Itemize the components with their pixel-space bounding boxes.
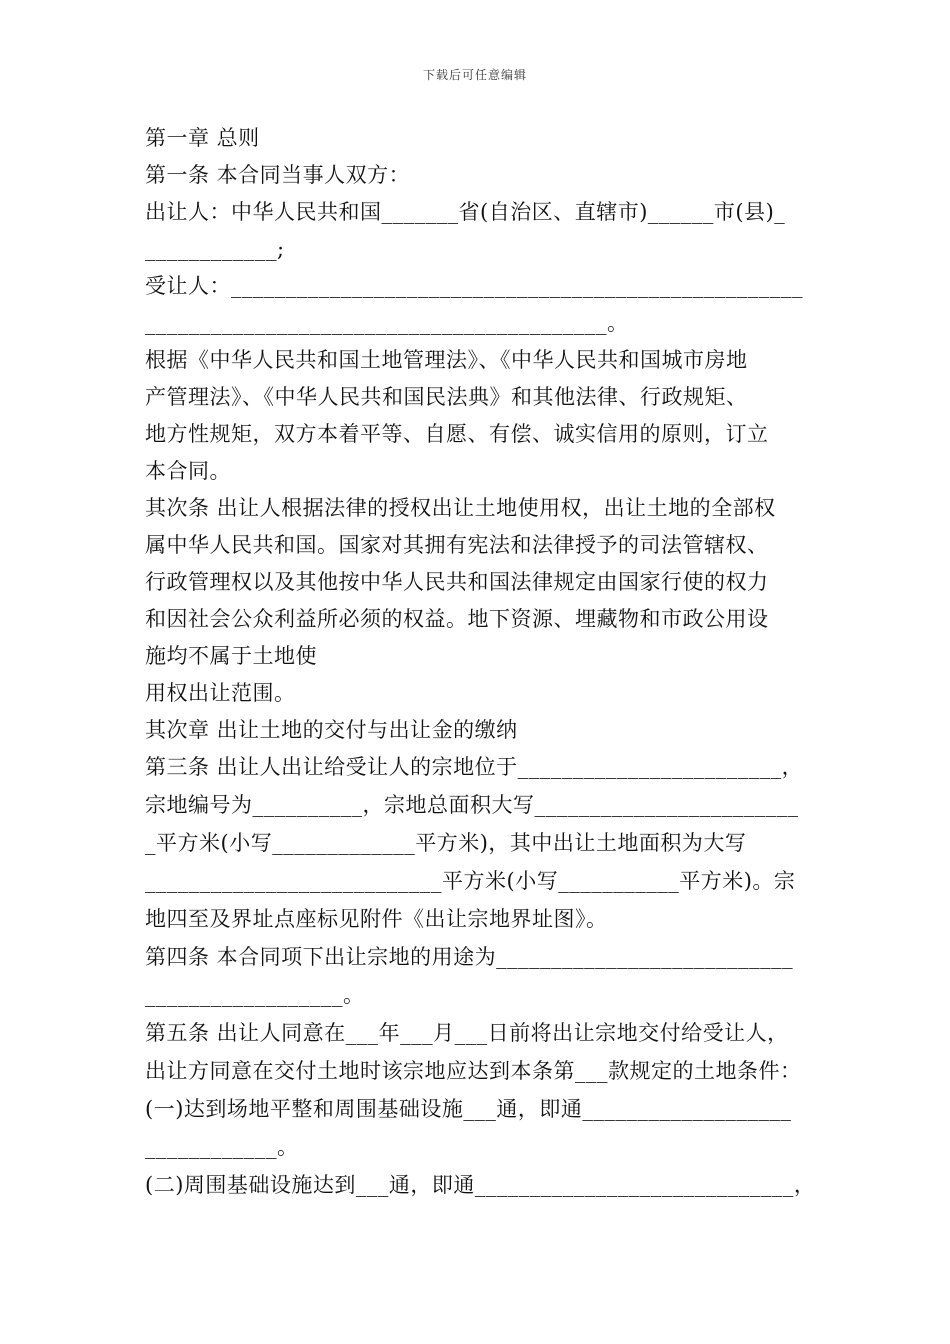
basis-paragraph-line: 地方性规矩，双方本着平等、自愿、有偿、诚实信用的原则，订立 — [145, 422, 769, 446]
basis-paragraph-line: 本合同。 — [145, 459, 231, 483]
basis-paragraph-line: 根据《中华人民共和国土地管理法》、《中华人民共和国城市房地 — [145, 348, 748, 372]
article-2-line: 施均不属于土地使 — [145, 644, 317, 668]
article-5-item-1: (一)达到场地平整和周围基础设施___通，即通___________________ — [145, 1097, 792, 1121]
page-header-note: 下载后可任意编辑 — [422, 68, 527, 82]
article-5-line: 出让方同意在交付土地时该宗地应达到本条第___款规定的土地条件： — [145, 1059, 802, 1083]
article-2-line: 行政管理权以及其他按中华人民共和国法律规定由国家行使的权力 — [145, 570, 769, 594]
article-3-line: 地四至及界址点座标见附件《出让宗地界址图》。 — [145, 907, 608, 931]
article-3-line: 第三条 出让人出让给受让人的宗地位于________________________， — [145, 755, 804, 779]
article-5-item-1: ____________。 — [145, 1135, 299, 1159]
contract-body — [145, 120, 815, 1205]
article-3-line: ___________________________平方米(小写___________平方米)。宗 — [145, 869, 796, 893]
article-2-line: 属中华人民共和国。国家对其拥有宪法和法律授予的司法管辖权、 — [145, 533, 769, 557]
article-1-heading: 第一条 本合同当事人双方： — [145, 163, 411, 187]
article-5-item-2: (二)周围基础设施达到___通，即通_____________________________， — [145, 1173, 816, 1197]
article-2-line: 其次条 出让人根据法律的授权出让土地使用权，出让土地的全部权 — [145, 496, 776, 520]
article-4-line: 第四条 本合同项下出让宗地的用途为___________________________ — [145, 945, 794, 969]
article-3-line: 宗地编号为__________，宗地总面积大写________________________ — [145, 793, 799, 817]
chapter-2-title: 其次章 出让土地的交付与出让金的缴纳 — [145, 718, 518, 742]
transferor-line-cont: ____________; — [145, 237, 285, 261]
article-2-line: 和因社会公众利益所必须的权益。地下资源、埋藏物和市政公用设 — [145, 607, 769, 631]
article-2-line: 用权出让范围。 — [145, 681, 296, 705]
chapter-1-title: 第一章 总则 — [145, 126, 260, 150]
article-3-line: _平方米(小写_____________平方米)，其中出让土地面积为大写 — [145, 831, 747, 855]
basis-paragraph-line: 产管理法》、《中华人民共和国民法典》和其他法律、行政规矩、 — [145, 385, 748, 409]
transferor-line: 出让人：中华人民共和国_______省(自治区、直辖市)______市(县)_ — [145, 200, 786, 224]
transferee-line-cont: __________________________________________。 — [145, 311, 629, 335]
transferee-line: 受让人：____________________________________________________ — [145, 274, 803, 298]
article-5-line: 第五条 出让人同意在___年___月___日前将出让宗地交付给受让人， — [145, 1021, 789, 1045]
article-4-line: __________________。 — [145, 983, 365, 1007]
